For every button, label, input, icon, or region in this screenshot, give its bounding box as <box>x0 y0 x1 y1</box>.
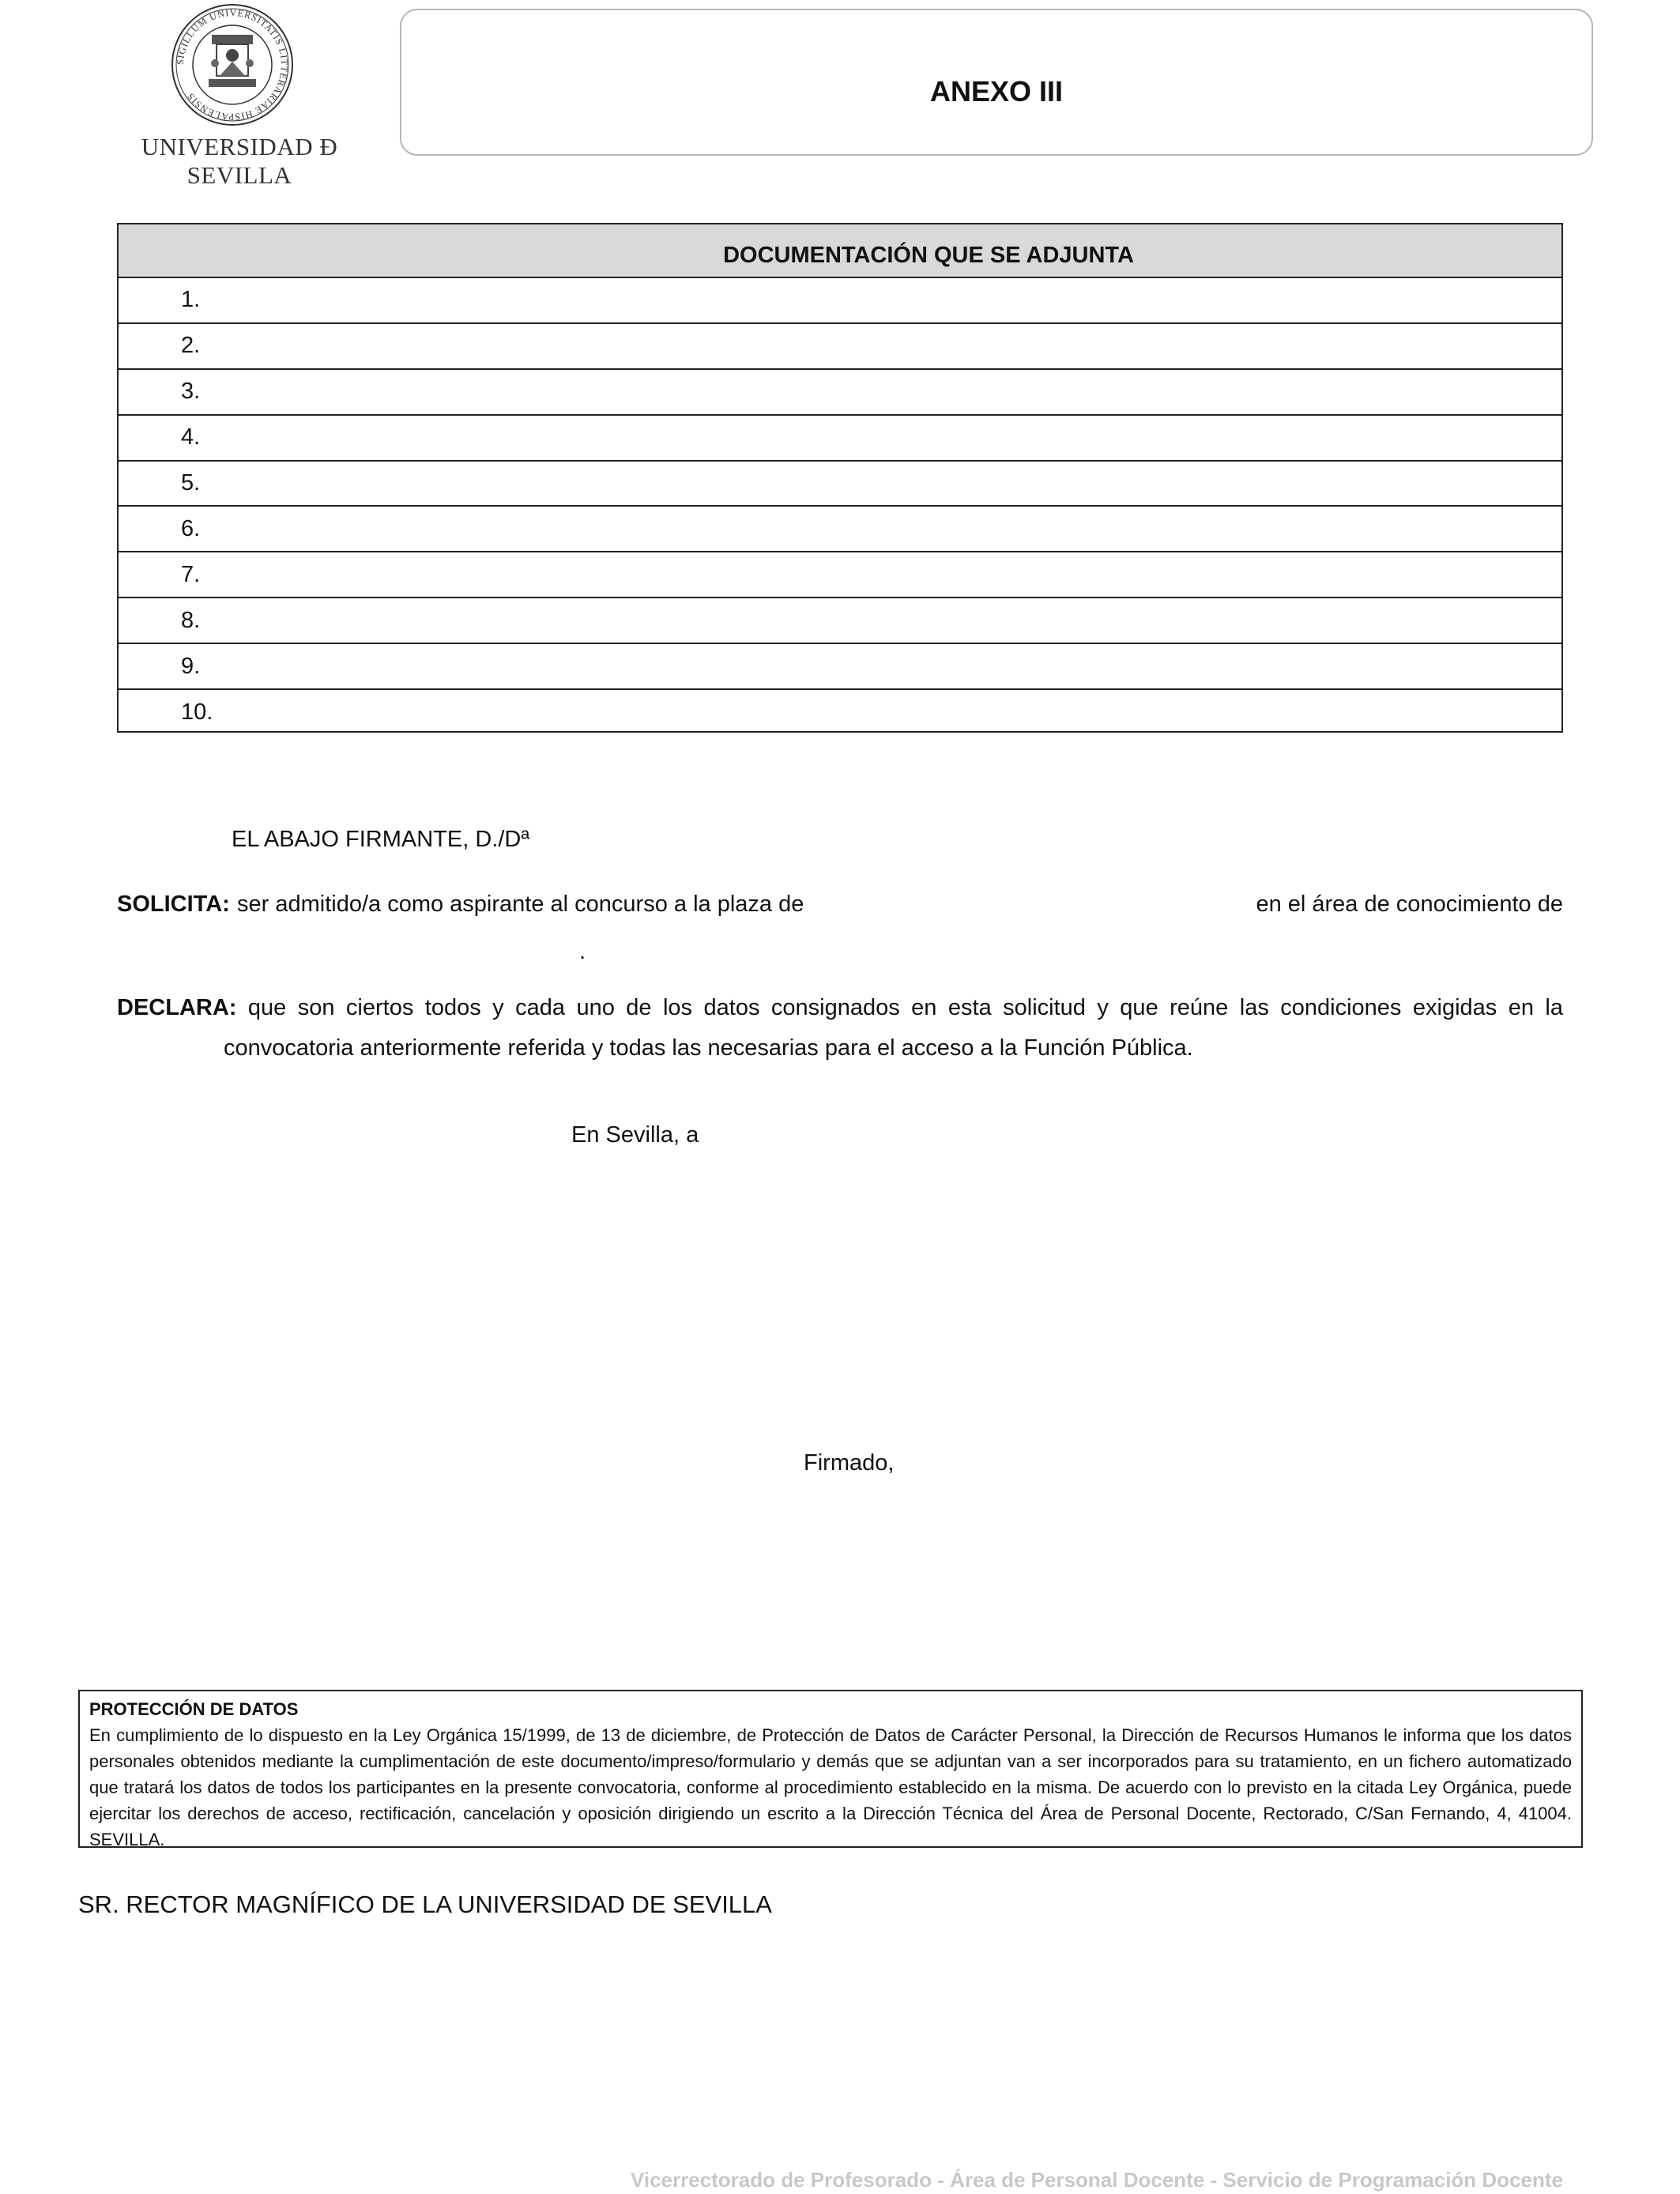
row-number: 3. <box>181 379 201 405</box>
row-number: 1. <box>181 287 201 313</box>
row-number: 7. <box>181 561 201 587</box>
documentation-row[interactable] <box>119 324 1561 370</box>
documentation-row[interactable] <box>119 462 1561 507</box>
row-number: 9. <box>181 653 201 679</box>
documentation-row[interactable] <box>119 690 1561 736</box>
documentation-row[interactable] <box>119 507 1561 552</box>
documentation-row[interactable] <box>119 644 1561 690</box>
documentation-row[interactable] <box>119 278 1561 324</box>
row-number: 8. <box>181 607 201 633</box>
signed-label: Firmado, <box>804 1450 895 1476</box>
university-seal-icon <box>171 3 294 126</box>
documentation-table-header <box>119 224 1561 278</box>
header-box <box>400 9 1593 156</box>
solicita-label: SOLICITA: <box>117 892 230 917</box>
declara-line-1: que son ciertos todos y cada uno de los datos consignados en esta solicitud y que reúne las condiciones exigidas en la <box>247 995 1563 1020</box>
documentation-row[interactable] <box>119 552 1561 598</box>
documentation-row[interactable] <box>119 370 1561 416</box>
data-protection-box <box>78 1690 1583 1848</box>
solicita-end: . <box>579 939 586 964</box>
solicita-area-label: en el área de conocimiento de <box>1256 892 1563 917</box>
solicita-text: ser admitido/a como aspirante al concurso a la plaza de <box>237 892 804 917</box>
documentation-row[interactable] <box>119 598 1561 644</box>
declara-label: DECLARA: <box>117 995 237 1020</box>
row-number: 10. <box>181 699 213 726</box>
place-date: En Sevilla, a <box>571 1122 699 1148</box>
row-number: 2. <box>181 333 201 359</box>
documentation-table <box>117 223 1563 733</box>
signer-label: EL ABAJO FIRMANTE, D./Dª <box>232 827 530 852</box>
data-protection-body: En cumplimiento de lo dispuesto en la Ley Orgánica 15/1999, de 13 de diciembre, de Protección de Datos de Carácter Personal, la Dirección de Recursos Humanos le informa que los datos personales obtenidos mediante la cumplimentación de este documento/impreso/formulario y demás que se adjuntan van a ser incorporados para su tratamiento, en un fichero automatizado que tratará los datos de todos los participantes en la presente convocatoria, conforme al procedimiento establecido en la misma. De acuerdo con lo previsto en la citada Ley Orgánica, puede ejercitar los derechos de acceso, rectificación, cancelación y oposición dirigiendo un escrito a la Dirección Técnica del Área de Personal Docente, Rectorado, C/San Fernando, 4, 41004. SEVILLA. <box>89 1725 1572 1849</box>
page-footer: Vicerrectorado de Profesorado - Área de Personal Docente - Servicio de Programación Docente <box>630 2168 1563 2192</box>
row-number: 5. <box>181 470 201 496</box>
row-number: 4. <box>181 424 201 450</box>
declara-line-2: convocatoria anteriormente referida y todas las necesarias para el acceso a la Función Pública. <box>224 1035 1193 1061</box>
university-name: UNIVERSIDAD Ð SEVILLA <box>141 133 338 189</box>
data-protection-title: PROTECCIÓN DE DATOS <box>89 1699 299 1719</box>
addressee: SR. RECTOR MAGNÍFICO DE LA UNIVERSIDAD DE SEVILLA <box>78 1891 772 1918</box>
seal-text: SIGILLUM UNIVERSITATIS LITTERARIAE HISPALENSIS <box>174 6 291 123</box>
declara-paragraph <box>117 983 1563 1032</box>
page-title: ANEXO III <box>929 75 1064 107</box>
documentation-row[interactable] <box>119 416 1561 462</box>
row-number: 6. <box>181 515 201 541</box>
university-logo <box>93 3 386 189</box>
documentation-heading: DOCUMENTACIÓN QUE SE ADJUNTA <box>723 242 1134 268</box>
